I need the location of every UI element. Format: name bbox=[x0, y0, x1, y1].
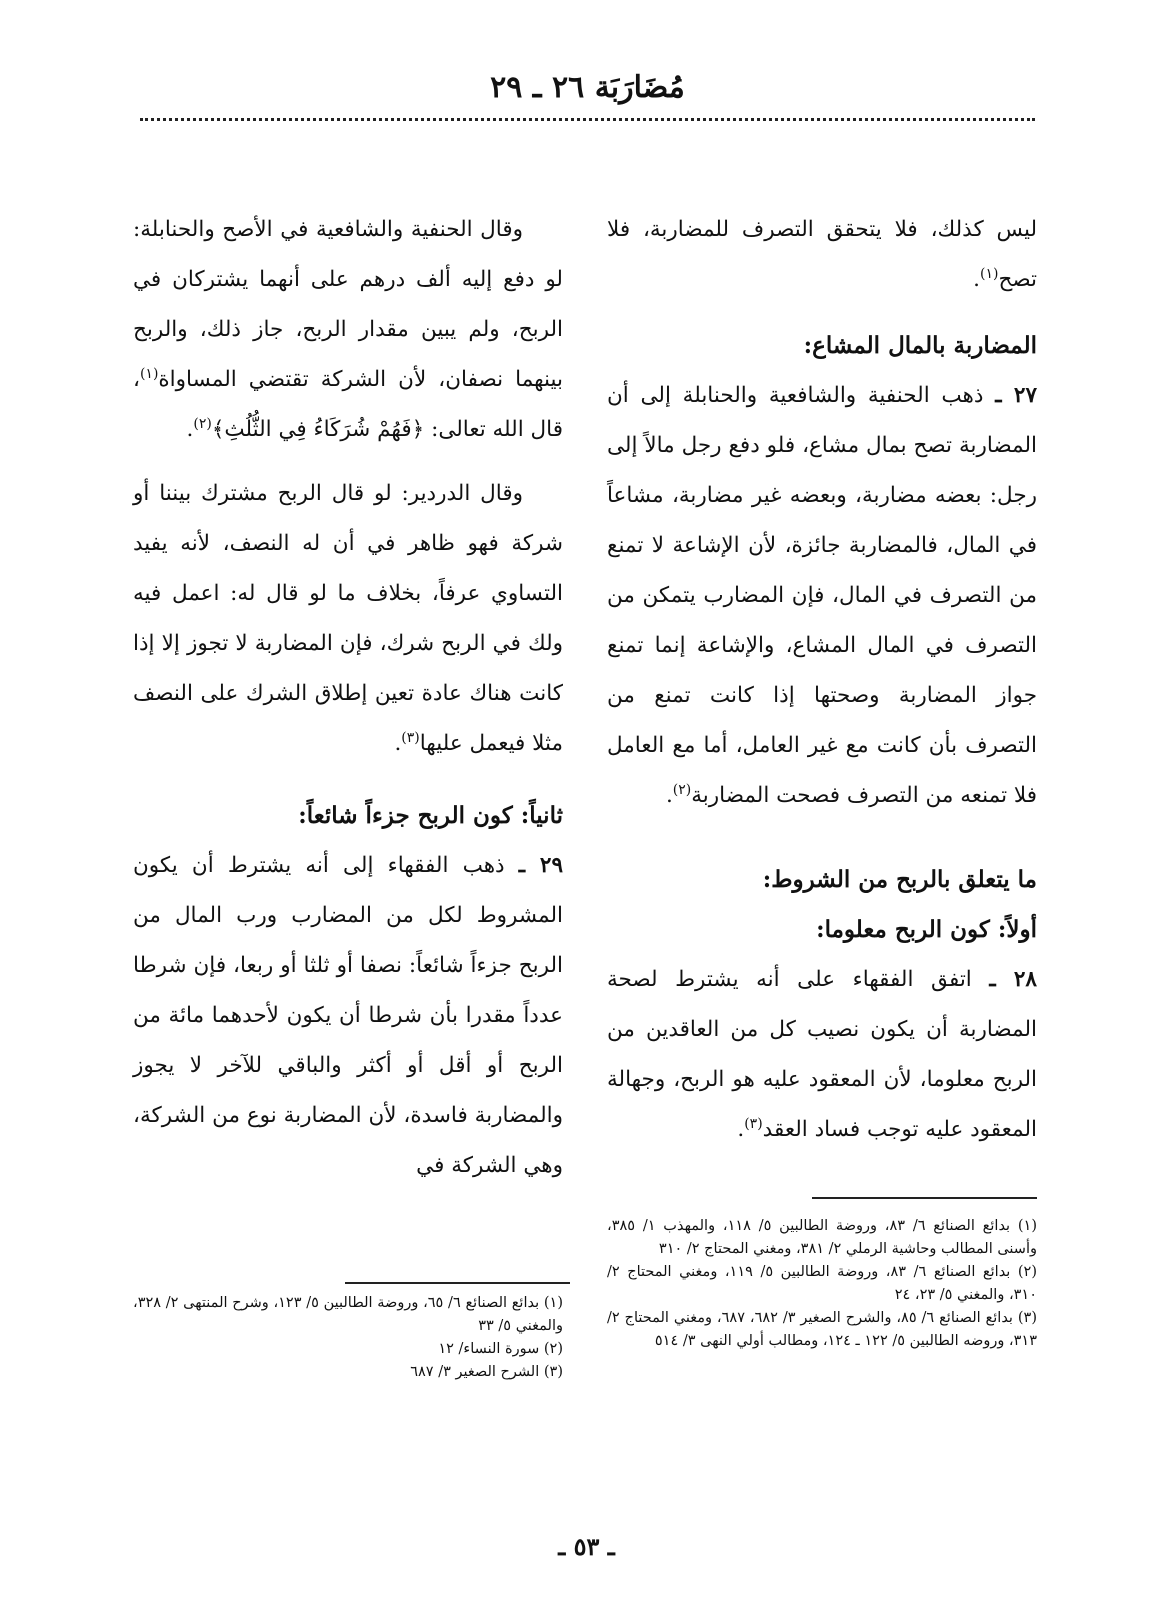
paragraph: وقال الحنفية والشافعية في الأصح والحنابلة: لو دفع إليه ألف درهم على أنهما يشتركان في الربح، ولم يبين مقدار الربح، جاز ذلك، والربح بينهما نصفان، لأن الشركة تقتضي المساواة$^{(١)}$، قال الله تعالى: ﴿فَهُمْ شُرَكَاءُ فِي الثُّلُثِ﴾$^{(٢)}$. bbox=[133, 217, 563, 442]
page-title: مُضَارَبَة ٢٦ ـ ٢٩ bbox=[490, 70, 685, 105]
section-heading: ما يتعلق بالربح من الشروط: bbox=[762, 866, 1037, 893]
footnote: (١) بدائع الصنائع ٦/ ٦٥، وروضة الطالبين ٥/ ١٢٣، وشرح المنتهى ٢/ ٣٢٨، والمغني ٥/ ٣٣ bbox=[133, 1295, 563, 1334]
footnote: (٣) الشرح الصغير ٣/ ٦٨٧ bbox=[410, 1364, 563, 1380]
paragraph-number: ٢٨ ـ bbox=[989, 967, 1037, 992]
footnote-ref[interactable]: (٢) bbox=[672, 781, 692, 798]
paragraph: ٢٧ ـ ذهب الحنفية والشافعية والحنابلة إلى أن المضاربة تصح بمال مشاع، فلو دفع رجل مالاً إلى رجل: بعضه مضاربة، وبعضه غير مضاربة، مشاعاً في المال، فالمضاربة جائزة، لأن الإشاعة لا تمنع من التصرف في المال، فإن المضارب يتمكن من التصرف في المال المشاع، والإشاعة إنما تمنع جواز المضاربة وصحتها إذا كانت تمنع من التصرف بأن كانت مع غير العامل، أما مع العامل فلا تمنعه من التصرف فصحت المضاربة$^{(٢)}$. bbox=[607, 383, 1037, 808]
footnote-divider bbox=[345, 1282, 570, 1284]
paragraph bbox=[133, 841, 563, 1191]
footnote-divider bbox=[812, 1197, 1037, 1199]
paragraph-text: ذهب الحنفية والشافعية والحنابلة إلى أن المضاربة تصح بمال مشاع، فلو دفع رجل مالاً إلى رجل: بعضه مضاربة، وبعضه غير مضاربة، مشاعاً في المال، فالمضاربة جائزة، لأن الإشاعة لا تمنع من التصرف في المال، فإن المضارب يتمكن من التصرف في المال المشاع، والإشاعة إنما تمنع جواز المضاربة وصحتها إذا كانت تمنع من التصرف بأن كانت مع غير العامل، أما مع العامل فلا تمنعه من التصرف فصحت المضاربة bbox=[607, 383, 1037, 808]
subsection-heading: أولاً: كون الربح معلوما: bbox=[816, 916, 1037, 943]
quran-verse: ﴿فَهُمْ شُرَكَاءُ فِي الثُّلُثِ﴾ bbox=[211, 417, 425, 442]
paragraph-number: ٢٩ ـ bbox=[518, 853, 563, 878]
footnote-ref[interactable]: (١) bbox=[980, 265, 999, 282]
paragraph-text: ليس كذلك، فلا يتحقق التصرف للمضاربة، فلا تصح bbox=[607, 217, 1037, 292]
footnote-ref[interactable]: (١) bbox=[139, 365, 159, 382]
footnote: (٢) سورة النساء/ ١٢ bbox=[438, 1341, 563, 1357]
paragraph: وقال الدردير: لو قال الربح مشترك بيننا أو شركة فهو ظاهر في أن له النصف، لأنه يفيد التساوي عرفاً، بخلاف ما لو قال له: اعمل فيه ولك في الربح شرك، فإن المضاربة لا تجوز إلا إذا كانت هناك عادة تعين إطلاق الشرك على النصف مثلا فيعمل عليها$^{(٣)}$. bbox=[133, 481, 563, 756]
footnote-ref[interactable]: (٢) bbox=[193, 415, 212, 432]
footnote: (١) بدائع الصنائع ٦/ ٨٣، وروضة الطالبين ٥/ ١١٨، والمهذب ١/ ٣٨٥، وأسنى المطالب وحاشية الرملي ٢/ ٣٨١، ومغني المحتاج ٢/ ٣١٠ bbox=[607, 1218, 1037, 1257]
section-heading: ثانياً: كون الربح جزءاً شائعاً: bbox=[298, 802, 563, 829]
header-divider bbox=[140, 118, 1035, 121]
left-column bbox=[133, 205, 563, 1191]
footnote-ref[interactable]: (٣) bbox=[401, 729, 420, 746]
right-column bbox=[607, 205, 1037, 1155]
paragraph-text: وقال الدردير: لو قال الربح مشترك بيننا أو شركة فهو ظاهر في أن له النصف، لأنه يفيد التساوي عرفاً، بخلاف ما لو قال له: اعمل فيه ولك في الربح شرك، فإن المضاربة لا تجوز إلا إذا كانت هناك عادة تعين إطلاق الشرك على النصف مثلا فيعمل عليها bbox=[133, 481, 563, 756]
footnotes-left bbox=[133, 1292, 563, 1384]
paragraph-text: اتفق الفقهاء على أنه يشترط لصحة المضاربة أن يكون نصيب كل من العاقدين من الربح معلوما، لأن المعقود عليه هو الربح، وجهالة المعقود عليه توجب فساد العقد bbox=[607, 967, 1037, 1142]
footnote: (٢) بدائع الصنائع ٦/ ٨٣، وروضة الطالبين ٥/ ١١٩، ومغني المحتاج ٢/ ٣١٠، والمغني ٥/ ٢٣، ٢٤ bbox=[607, 1264, 1037, 1303]
paragraph-text: ذهب الفقهاء إلى أنه يشترط أن يكون المشروط لكل من المضارب ورب المال من الربح جزءاً شائعاً: نصفا أو ثلثا أو ربعا، فإن شرطا عدداً مقدرا بأن شرطا أن يكون لأحدهما مائة من الربح أو أقل أو أكثر والباقي للآخر لا يجوز والمضاربة فاسدة، لأن المضاربة نوع من الشركة، وهي الشركة في bbox=[133, 853, 563, 1178]
footnote: (٣) بدائع الصنائع ٦/ ٨٥، والشرح الصغير ٣/ ٦٨٢، ٦٨٧، ومغني المحتاج ٢/ ٣١٣، وروضه الطالبين ٥/ ١٢٢ ـ ١٢٤، ومطالب أولي النهى ٣/ ٥١٤ bbox=[607, 1310, 1037, 1349]
footnote-ref[interactable]: (٣) bbox=[744, 1115, 763, 1132]
footnotes-right bbox=[607, 1215, 1037, 1353]
paragraph: ليس كذلك، فلا يتحقق التصرف للمضاربة، فلا تصح$^{(١)}$. bbox=[607, 217, 1037, 292]
paragraph-text: وقال الحنفية والشافعية في الأصح والحنابلة: لو دفع إليه ألف درهم على أنهما يشتركان في الربح، ولم يبين مقدار الربح، جاز ذلك، والربح بينهما نصفان، لأن الشركة تقتضي المساواة bbox=[133, 217, 563, 392]
paragraph-text: ، قال الله تعالى: bbox=[133, 367, 563, 442]
page-number: ـ ٥٣ ـ bbox=[558, 1532, 615, 1561]
paragraph-number: ٢٧ ـ bbox=[995, 383, 1037, 408]
section-heading: المضاربة بالمال المشاع: bbox=[803, 332, 1037, 359]
paragraph: ٢٨ ـ اتفق الفقهاء على أنه يشترط لصحة المضاربة أن يكون نصيب كل من العاقدين من الربح معلوما، لأن المعقود عليه هو الربح، وجهالة المعقود عليه توجب فساد العقد$^{(٣)}$. bbox=[607, 967, 1037, 1142]
